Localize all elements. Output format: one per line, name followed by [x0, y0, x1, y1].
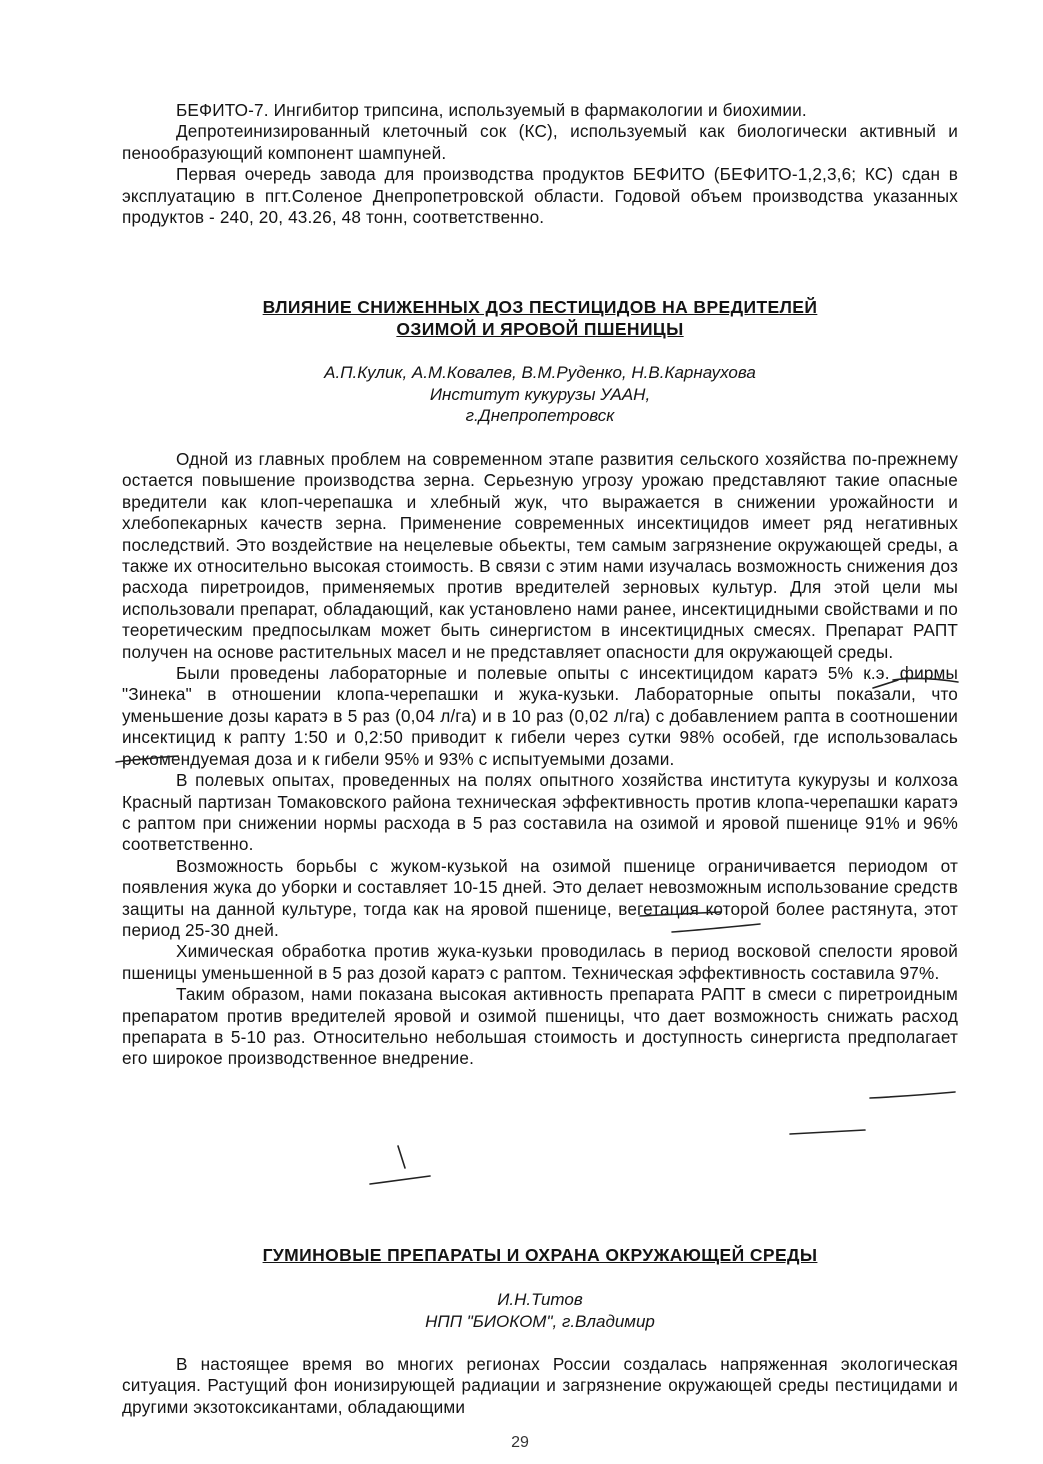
article1-paragraph-4: Возможность борьбы с жуком-кузькой на озимой пшенице ограничивается периодом от появления жука до уборки и составляет 10-15 дней. Это делает невозможным использование средств защиты на данной культуре, тогда как на яровой пшенице, вегетация которой более растянута, этот период 25-30 дней. [122, 855, 958, 940]
article1-body [122, 449, 958, 1070]
article1-institute: Институт кукурузы УААН, [429, 384, 651, 404]
article2-title: ГУМИНОВЫЕ ПРЕПАРАТЫ И ОХРАНА ОКРУЖАЮЩЕЙ СРЕДЫ [262, 1245, 818, 1265]
article1-byline [122, 362, 958, 427]
article1-city: г.Днепропетровск [465, 406, 615, 425]
intro-section [122, 100, 958, 228]
article1-paragraph-6: Таким образом, нами показана высокая активность препарата РАПТ в смеси с пиретроидным препаратом против вредителей яровой и озимой пшеницы, что дает возможность снижать расход препарата в 5-10 раз. Относительно небольшая стоимость и доступность синергиста предполагает его широкое производственное внедрение. [122, 984, 958, 1069]
article1-title-line2: ОЗИМОЙ И ЯРОВОЙ ПШЕНИЦЫ [396, 319, 684, 339]
pen-underline-raptom-2 [870, 1092, 955, 1098]
article2-organization: НПП "БИОКОМ", г.Владимир [425, 1311, 655, 1331]
article2-author: И.Н.Титов [497, 1290, 583, 1309]
article1-title [122, 296, 958, 340]
article1-paragraph-1: Одной из главных проблем на современном этапе развития сельского хозяйства по-прежнему остается повышение производства зерна. Серьезную угрозу урожаю представляют такие опасные вредители как клоп-черепашка и хлебный жук, что выражается в снижении урожайности и хлебопекарных качеств зерна. Применение современных инсектицидов имеет ряд негативных последствий. Это воздействие на нецелевые обьекты, тем самым загрязнение окружающей среды, а также их относительно высокая стоимость. В связи с этим нами изучалась возможность снижения доз расхода пиретроидов, применяемых против вредителей зерновых культур. Для этой цели мы использовали препарат, обладающий, как установлено нами ранее, инсектицидными свойствами и по теоретическим предпосылкам может быть синергистом в инсектицидных смесях. Препарат РАПТ получен на основе растительных масел и не представляет опасности для окружающей среды. [122, 449, 958, 662]
intro-paragraph-1: БЕФИТО-7. Ингибитор трипсина, используемый в фармакологии и биохимии. [176, 100, 807, 120]
page-number: 29 [511, 1434, 529, 1451]
article1-paragraph-5: Химическая обработка против жука-кузьки проводилась в период восковой спелости яровой пшеницы уменьшенной в 5 раз дозой каратэ с раптом. Техническая эффективность составила 97%. [122, 941, 958, 983]
article2-byline [122, 1289, 958, 1332]
intro-paragraph-3: Первая очередь завода для производства продуктов БЕФИТО (БЕФИТО-1,2,3,6; КС) сдан в эксплуатацию в пгт.Соленое Днепропетровской области. Годовой объем производства указанных продуктов - 240, 20, 43.26, 48 тонн, соответственно. [122, 164, 958, 228]
article2-paragraph-1: В настоящее время во многих регионах России создалась напряженная экологическая ситуация. Растущий фон ионизирующей радиации и загрязнение окружающей среды пестицидами и другими экзотоксикантами, обладающими [122, 1354, 958, 1417]
article1-paragraph-2: Были проведены лабораторные и полевые опыты с инсектицидом каратэ 5% к.э. фирмы "Зинека" в отношении клопа-черепашки и жука-кузьки. Лабораторные опыты показали, что уменьшение дозы каратэ в 5 раз (0,04 л/га) и в 10 раз (0,02 л/га) с добавлением рапта в соотношении инсектицид к рапту 1:50 и 0,2:50 приводит к гибели через сутки 98% особей, где использовалась рекомендуемая доза и к гибели 95% и 93% с испытуемыми дозами. [122, 663, 958, 769]
pen-underline-rapt-2 [790, 1130, 865, 1134]
pen-underline-rashod [370, 1176, 430, 1184]
article1-paragraph-3: В полевых опытах, проведенных на полях опытного хозяйства института кукурузы и колхоза Красный партизан Томаковского района техническая эффективность против клопа-черепашки каратэ с раптом при снижении нормы расхода в 5 раз составила на озимой и яровой пшенице 91% и 96% соответственно. [122, 770, 958, 855]
intro-paragraph-2: Депротеинизированный клеточный сок (КС), используемый как биологически активный и пенообразующий компонент шампуней. [122, 121, 958, 163]
pen-mark-protiv [398, 1146, 405, 1168]
article1-authors: А.П.Кулик, А.М.Ковалев, В.М.Руденко, Н.В.Карнаухова [324, 363, 756, 382]
article1-title-line1: ВЛИЯНИЕ СНИЖЕННЫХ ДОЗ ПЕСТИЦИДОВ НА ВРЕДИТЕЛЕЙ [262, 297, 818, 317]
article2-body [122, 1354, 958, 1418]
